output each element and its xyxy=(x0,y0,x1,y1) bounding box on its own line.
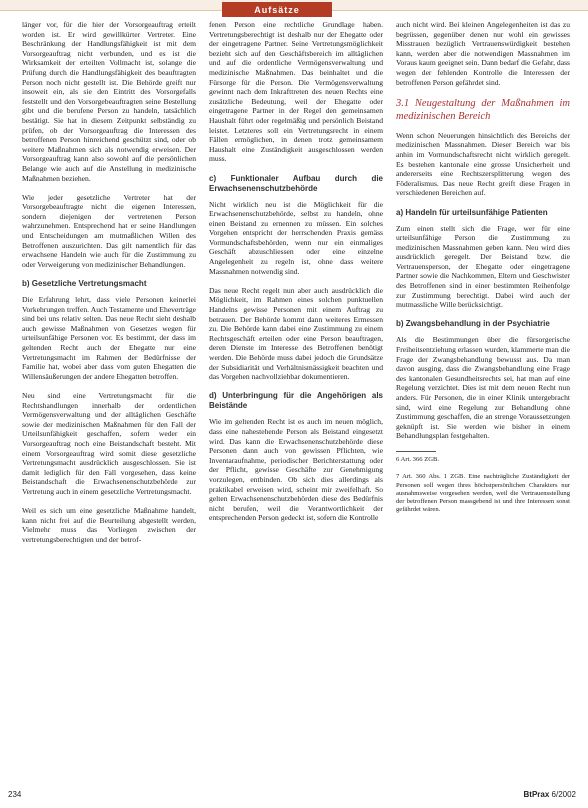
paragraph: Das neue Recht regelt nun aber auch ausdrücklich die Möglichkeit, im Rahmen eines solchen punktuellen Handelns gewisse Personen mit einem Auftrag zu betrauen. Der Behörde kommt dann weiteres Ermessen zu. Die Behörde kann dabei eine Zustimmung zu einem Rechtsgeschäft erteilen oder eine Person beauftragen, deren Dienste im Interesse des Betroffenen benötigt werden. Die Behörde muss dabei jedoch die Grundsätze der Subsidiarität und Verhältnismässigkeit beachten und das Vorgehen nachvollziehbar dokumentieren. xyxy=(209,285,383,382)
page-footer xyxy=(0,790,588,804)
page-number: 234 xyxy=(8,790,22,799)
paragraph: Die Erfahrung lehrt, dass viele Personen keinerlei Vorkehrungen treffen. Auch Testamente und Eheverträge sind bei uns relativ selten. Das neue Recht sieht deshalb auch gewisse Maßnahmen von Gesetzes wegen für urteilsunfähige Personen vor. Es bestimmt, der dass im geltenden Recht auch der Ehegatte nur eine Vertretungsmacht im Rahmen der Bedürfnisse der Familie hat, wobei aber dass vom guten Ehegatten die Willensäußerungen der andere Ehegatten betroffen. xyxy=(22,295,196,381)
column-1 xyxy=(22,20,196,785)
paragraph: Wenn schon Neuerungen hinsichtlich des Bereichs der medizinischen Massnahmen. Dieser Bereich war bis anhin im Vormundschaftsrecht nicht wirklich geregelt. Es bestehen kantonale eine grosse Unsicherheit und andererseits eine Rechtszersplitterung wegen des Föderalismus. Das neue Recht greift diese Fragen in verschiedenen Bereichen auf. xyxy=(396,130,570,198)
paragraph: Zum einen stellt sich die Frage, wer für eine urteilsunfähige Person die Zustimmung zu medizinischen Massnahmen geben kann. Neu wird dies ausdrücklich geregelt. Der Beistand bzw. die Vertrauensperson, der Ehegatte oder eingetragene Partner sowie die Nachkommen, Eltern und Geschwister des Betroffenen sind in einer bestimmten Reihenfolge zur Zustimmung berechtigt. Dabei wird auch der mutmassliche Wille berücksichtigt. xyxy=(396,223,570,310)
column-2 xyxy=(209,20,383,785)
paragraph: auch nicht wird. Bei kleinen Angelegenheiten ist das zu begrüssen, gegenüber denen nur wohl ein gewisses Misstrauen bezüglich Vertrauenswürdigkeit bestehen kann, werden aber die notwendigen Massnahmen im Voraus kaum geeignet sein. Dann bedarf die Gefahr, dass wegen der fehlenden Kontrolle die Interessen der betroffenen Person gefährdet sind. xyxy=(396,20,570,87)
subheading: d) Unterbringung für die Angehörigen als Beistände xyxy=(209,391,383,411)
subheading: a) Handeln für urteilsunfähige Patienten xyxy=(396,207,548,217)
subheading: c) Funktionaler Aufbau durch die Erwachsenenschutzbehörde xyxy=(209,173,383,193)
paragraph: Nicht wirklich neu ist die Möglichkeit für die Erwachsenenschutzbehörde, selbst zu handeln, ohne einen Beistand zu ernennen zu müssen. Ein solches Vorgehen entspricht der herrschenden Praxis gemäss Vormundschaftsbehörden, wenn nur ein einmaliges Geschäft abzuschliessen oder eine einzelne Angelegenheit zu regeln ist, ohne dass weitere Massnahmen notwendig sind. xyxy=(209,199,383,276)
paragraph: Weil es sich um eine gesetzliche Maßnahme handelt, kann nicht frei auf die Beurteilung abgestellt werden, Vielmehr muss das Vorliegen zwischen der vertretungsberechtigten und der betrof- xyxy=(22,506,196,544)
journal-name: BtPrax xyxy=(523,790,550,799)
section-heading: 3.1 Neugestaltung der Maßnahmen im medizinischen Bereich xyxy=(396,97,570,122)
paragraph: fenen Person eine rechtliche Grundlage haben. Vertretungsberechtigt ist deshalb nur der Ehegatte oder der eingetragene Partner. Seine Vertretungsmöglichkeit bezieht sich auf den Geschäftsbereich im alltäglichen und auf die ordentliche Vermögensverwaltung und medizinische Maßnahmen. Das beinhaltet und die Fürsorge für die Person. Die Vermögensverwaltung gewinnt nach dem Inkrafttreten des neuen Rechts eine zusätzliche Bedeutung, weil der Ehegatte oder eingetragene Partner in der Regel den gemeinsamen Haushalt führt oder regelmäßig und persönlich Beistand leistet. Letzteres soll ein Vertretungsrecht in einem Fällen ermöglichen, in denen trotz gemeinsamem Haushalt eine Zuständigkeit ausgeschlossen werden muss. xyxy=(209,20,383,164)
footnote: 7 Art. 360 Abs. 1 ZGB. Eine nachträgliche Zuständigkeit der Personen soll wegen ihres höchstpersönlichen Charakters nur ausnahmsweise vorgesehen werden, weil die Vertrauensstellung der betroffenen Person massgebend ist und ihre Interessen sonst gefährdet wären. xyxy=(396,473,570,514)
paragraph: Neu sind eine Vertretungsmacht für die Rechtshandlungen innerhalb der ordentlichen Vermögensverwaltung und der alltäglichen Geschäfte sowie der medizinischen Maßnahmen für den Fall der Urteilsunfähigkeit geschaffen, sofern weder ein Vorsorgeauftrag noch eine Beistandschaft besteht. Mit einem Vorsorgeauftrag wird somit diese gesetzliche Vertretungsmacht ausdrücklich ausgeschlossen. Sie ist damit lediglich für den Fall vorgesehen, dass keine Beistandschaft die Erwachsenenschutzbehörde zur Vertretung auch in einem gesetzliche Vertretungsmacht. xyxy=(22,390,196,496)
paragraph: Wie jeder gesetzliche Vertreter hat der Vorsorgebeauftragte nicht die eigenen Interessen, sondern diejenigen der vertretenen Person wahrzunehmen. Entsprechend hat er seine Handlungen und Entscheidungen am mutmaßlichen Willen des Betroffenen auszurichten. Das gilt namentlich für das erwachsene Handeln wie auch für die Zustimmung zu oder Verweigerung von medizinischer Behandlungen. xyxy=(22,192,196,269)
journal-issue: 6/2002 xyxy=(551,790,576,799)
paragraph: Als die Bestimmungen über die fürsorgerische Freiheitsentziehung erlassen wurden, klammerte man die Frage der Zwangsbehandlung bewusst aus. Da man davon ausging, dass die Zwangsbehandlung eine Frage des kantonalen Gesundheitsrechts sei, hat man auf eine Regelung verzichtet. Dies ist mit dem neuen Recht nun anders. Für Personen, die in einer Klinik untergebracht sind, wird eine Regelung zur Behandlung ohne Zustimmung geschaffen, die an strenge Voraussetzungen geknüpft ist. Sie werden wie bisher in einem Behandlungsplan festgehalten. xyxy=(396,335,570,441)
subheading: b) Gesetzliche Vertretungsmacht xyxy=(22,279,147,289)
column-3 xyxy=(396,20,570,785)
footnote: 6 Art. 366 ZGB. xyxy=(396,455,440,463)
paragraph: länger vor, für die hier der Vorsorgeauftrag erteilt worden ist. Er wird gewillkürter Vertreter. Eine Beschränkung der Handlungsfähigkeit ist mit dem Vorsorgeauftrag nicht verbunden, und es ist die Wirksamkeit der erteilten Vollmacht ist, solange die Prüfung durch die Handlungsfähigkeit des beauftragten Person noch nicht gestellt ist. Die Behörde greift nur insoweit ein, als sie den Eintritt des Vorsorgefalls feststellt und den Vorsorgebeauftragten seine Bestellung gibt und die berufene Person zu handeln, tatsächlich bestätigt. Sie hat in diesem Zeitpunkt selbständig zu prüfen, ob der Vorsorgeauftrag die Interessen des betroffenen Person hinreichend geschützt sind, oder ob weitere Maßnahmen sich als notwendig erweisen. Der Vorsorgeauftrag kann also sowohl auf die persönlichen Belange wie auch auf die Anstellung in medizinische Maßnahmen beziehen. xyxy=(22,20,196,183)
article-body xyxy=(22,20,570,785)
paragraph: Wie im geltenden Recht ist es auch im neuen möglich, dass eine nahestehende Person als Beistand eingesetzt wird. Das kann die Erwachsenenschutzbehörde diese Personen dann auch von gewissen Pflichten, wie Inventaraufnahme, periodischer Berichterstattung oder der Pflicht, gewisse Geschäfte zur Genehmigung vorzulegen, entbinden. Ob sich dies allerdings als praktikabel erweisen wird, scheint mir zweifelhaft. So gelten Erwachsenenschutzbehörden diese des Bedürfnis nicht berufen, weil die Verantwortlichkeit der entsprechenden Person gedeckt ist, sofern die Kontrolle xyxy=(209,417,383,523)
journal-reference xyxy=(524,790,577,799)
subheading: b) Zwangsbehandlung in der Psychiatrie xyxy=(396,319,550,329)
section-tag: Aufsätze xyxy=(222,2,332,17)
footnote-divider xyxy=(396,451,436,452)
